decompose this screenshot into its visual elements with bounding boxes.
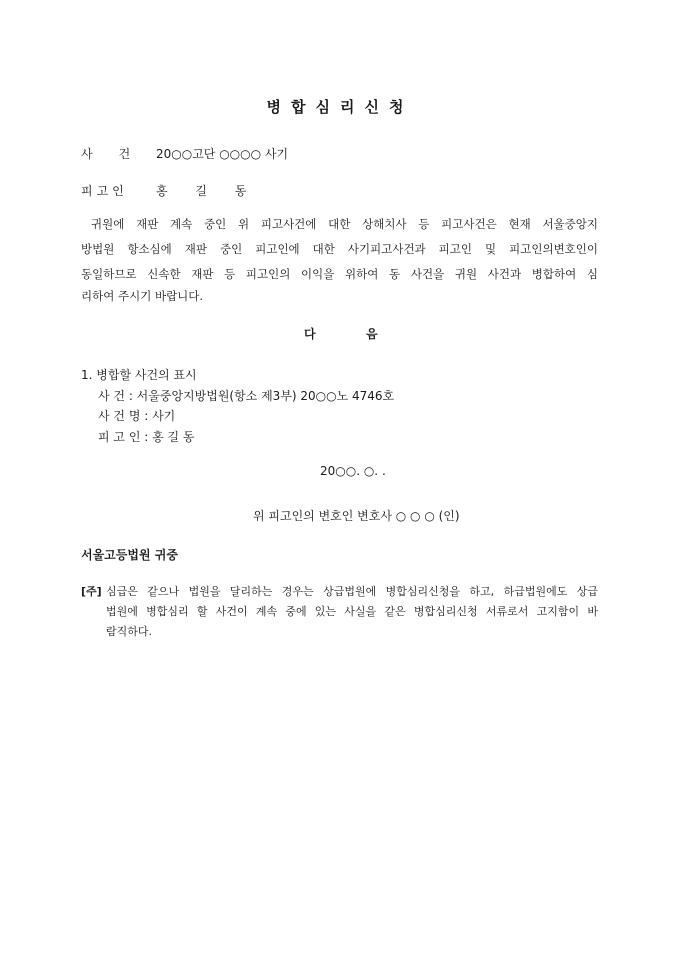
document-title: 병합심리신청 — [266, 98, 414, 116]
item-line-case-name: 사 건 명 : 사기 — [98, 409, 176, 423]
item-line-case: 사 건 : 서울중앙지방법원(항소 제3부) 20○○노 4746호 — [98, 389, 395, 403]
note-marker: [주] — [81, 585, 102, 598]
body-line-3: 동일하므로 신속한 재판 등 피고인의 이익을 위하여 동 사건을 귀원 사건과 병합하여 심 — [81, 267, 598, 281]
case-value: 20○○고단 ○○○○ 사기 — [156, 147, 289, 161]
defendant-value: 홍 길 동 — [156, 184, 259, 198]
item-line-defendant: 피 고 인 : 홍 길 동 — [98, 430, 195, 444]
body-line-4: 리하여 주시기 바랍니다. — [81, 289, 204, 303]
court-addressee: 서울고등법원 귀중 — [81, 548, 178, 562]
note-line-1: 심급은 같으나 법원을 달리하는 경우는 상급법원에 병합심리신청을 하고, 하급법원에도 상급 — [106, 585, 598, 598]
defendant-label: 피고인 — [81, 184, 128, 198]
heading-da: 다 — [304, 327, 316, 341]
item-title: 1. 병합할 사건의 표시 — [81, 368, 197, 382]
heading-eum: 음 — [366, 327, 378, 341]
case-label: 사 건 — [81, 147, 131, 161]
body-line-1: 귀원에 재판 계속 중인 위 피고사건에 대한 상해치사 등 피고사건은 현재 서울중앙지 — [91, 217, 598, 231]
signature-line: 위 피고인의 변호인 변호사 ○ ○ ○ (인) — [253, 509, 460, 523]
body-line-2: 방법원 항소심에 재판 중인 피고인에 대한 사기피고사건과 피고인 및 피고인의변호인이 — [81, 242, 598, 256]
note-line-3: 람직하다. — [106, 625, 153, 638]
date-line: 20○○. ○. . — [320, 464, 386, 478]
note-line-2: 법원에 병합심리 할 사건이 계속 중에 있는 사실을 같은 병합심리신청 서류로서 고지함이 바 — [106, 605, 598, 618]
